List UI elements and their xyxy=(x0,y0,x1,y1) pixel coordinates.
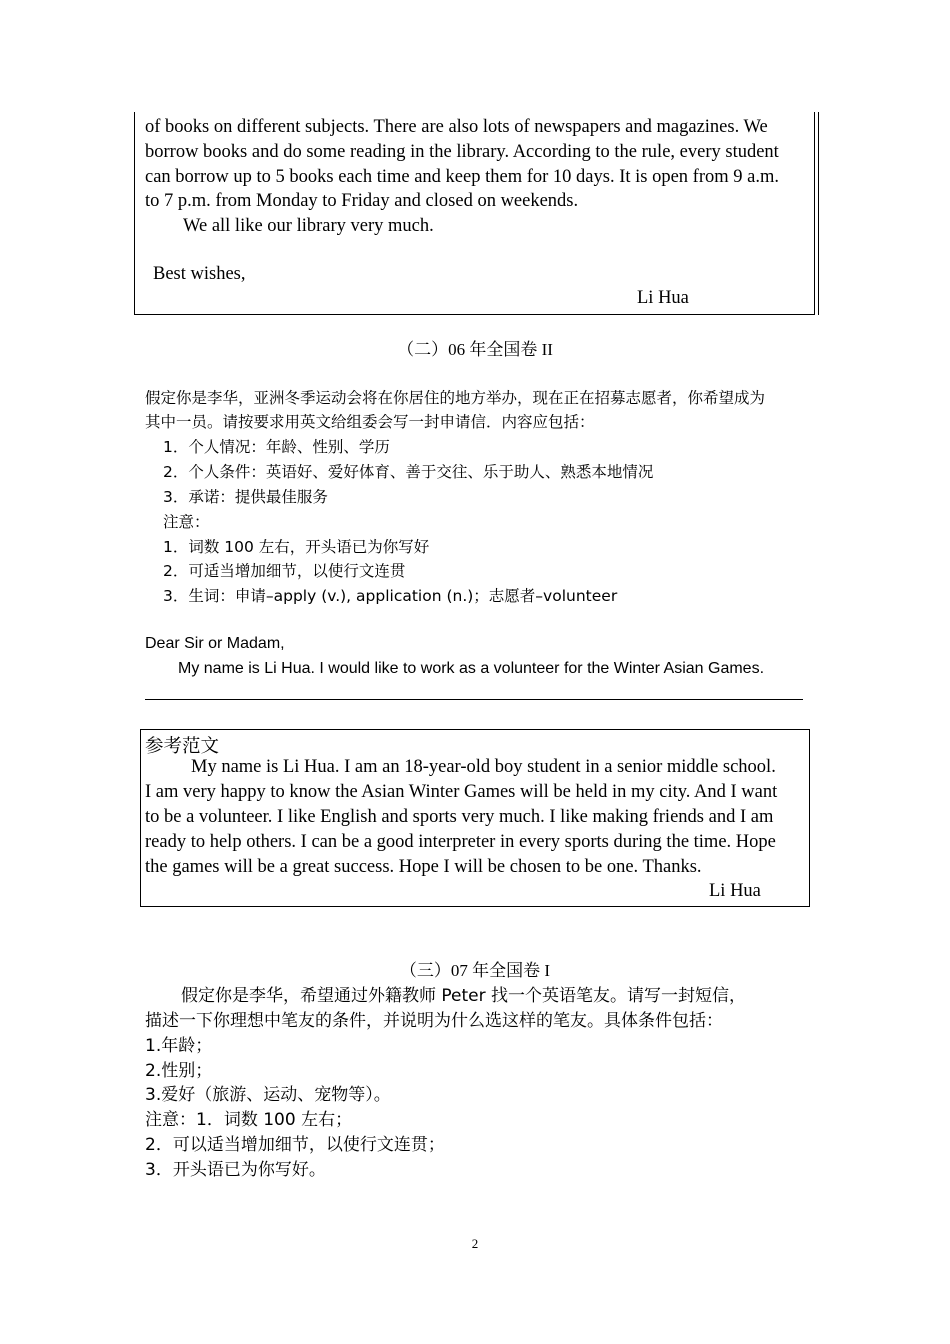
sample-signature: Li Hua xyxy=(709,881,761,901)
sample-label: 参考范文 xyxy=(145,737,220,757)
note-item: 2．可适当增加细节，以使行文连贯 xyxy=(163,562,406,580)
section-title: （三）07 年全国卷 I xyxy=(399,961,551,980)
letter-signature: Li Hua xyxy=(637,288,689,308)
sample-line: the games will be a great success. Hope I will be chosen to be one. Thanks. xyxy=(145,857,702,877)
letter-line: of books on different subjects. There are also lots of newspapers and magazines. We xyxy=(145,117,768,137)
prompt-line: 描述一下你理想中笔友的条件，并说明为什么选这样的笔友。具体条件包括： xyxy=(145,1011,723,1031)
opening-line: My name is Li Hua. I would like to work as a volunteer for the Winter Asian Games. xyxy=(178,660,765,677)
note-item: 注意：1．词数 100 左右； xyxy=(145,1110,353,1130)
prompt-line: 假定你是李华，亚洲冬季运动会将在你居住的地方举办，现在正在招募志愿者，你希望成为 xyxy=(145,389,766,407)
note-item: 3．生词：申请–apply (v.), application (n.)；志愿者–volunteer xyxy=(163,587,618,605)
letter-box-border xyxy=(814,112,815,315)
section-title: （二）06 年全国卷 II xyxy=(397,340,553,359)
prompt-line: 假定你是李华，希望通过外籍教师 Peter 找一个英语笔友。请写一封短信， xyxy=(181,986,747,1006)
prompt-line: 其中一员。请按要求用英文给组委会写一封申请信．内容应包括： xyxy=(145,413,595,431)
letter-line: to 7 p.m. from Monday to Friday and closed on weekends. xyxy=(145,191,579,211)
salutation: Dear Sir or Madam, xyxy=(145,635,285,652)
page-number: 2 xyxy=(471,1236,479,1251)
requirement-item: 2.性别； xyxy=(145,1061,213,1081)
sample-line: ready to help others. I can be a good interpreter in every sports during the time. Hope xyxy=(145,832,776,852)
note-item: 2．可以适当增加细节，以使行文连贯； xyxy=(145,1135,445,1155)
requirement-item: 1.年龄； xyxy=(145,1036,213,1056)
letter-line: can borrow up to 5 books each time and keep them for 10 days. It is open from 9 a.m. xyxy=(145,167,779,187)
note-item: 1．词数 100 左右，开头语已为你写好 xyxy=(163,538,430,556)
letter-closing: Best wishes, xyxy=(153,264,246,284)
letter-line: borrow books and do some reading in the library. According to the rule, every student xyxy=(145,142,779,162)
requirement-item: 3．承诺：提供最佳服务 xyxy=(163,488,328,506)
sample-line: to be a volunteer. I like English and sports very much. I like making friends and I am xyxy=(145,807,774,827)
requirement-item: 1．个人情况：年龄、性别、学历 xyxy=(163,438,390,456)
sample-line: My name is Li Hua. I am an 18-year-old boy student in a senior middle school. xyxy=(191,757,776,777)
requirement-item: 3.爱好（旅游、运动、宠物等）。 xyxy=(145,1085,391,1105)
answer-line xyxy=(145,699,803,700)
note-item: 3．开头语已为你写好。 xyxy=(145,1160,326,1180)
requirement-item: 2．个人条件：英语好、爱好体育、善于交往、乐于助人、熟悉本地情况 xyxy=(163,463,654,481)
letter-box-border xyxy=(818,112,819,315)
sample-line: I am very happy to know the Asian Winter Games will be held in my city. And I want xyxy=(145,782,778,802)
letter-line: We all like our library very much. xyxy=(183,216,434,236)
note-label: 注意： xyxy=(163,513,210,531)
